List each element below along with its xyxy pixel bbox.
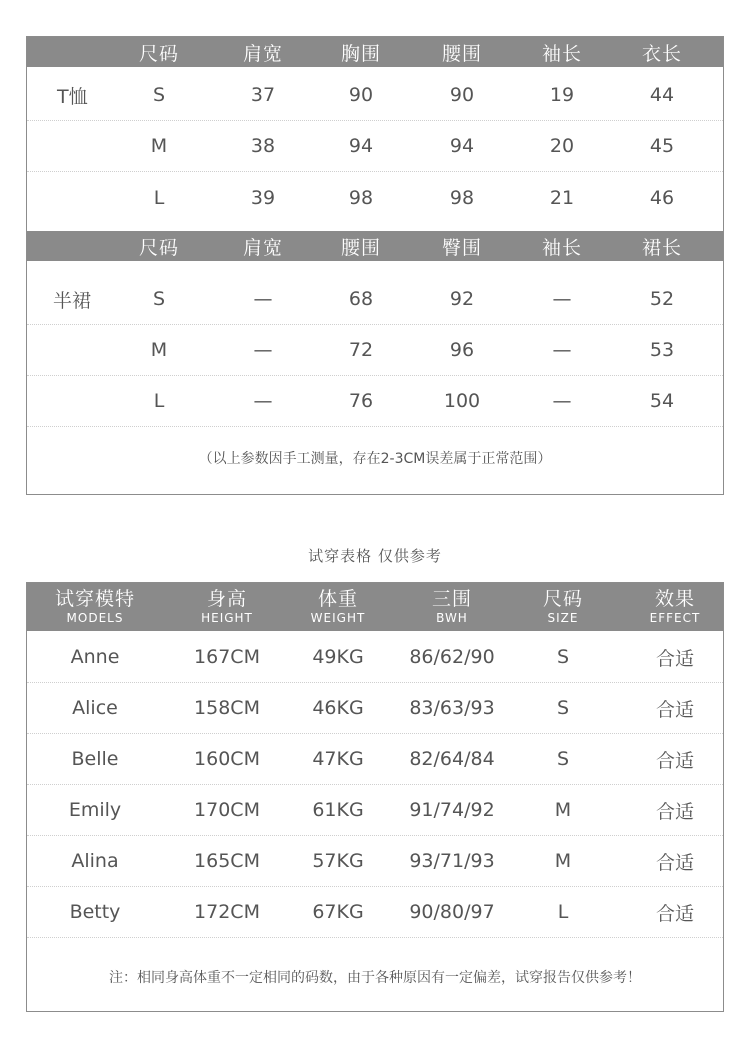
header-waist: 腰围 [340,236,381,259]
header-effect-zh: 效果 [654,588,695,610]
table-row [27,376,723,427]
cell-shoulder: — [253,339,273,361]
header-size-en: SIZE [547,611,579,625]
cell-skirt-length: 52 [649,288,675,310]
tryon-header-row [27,583,723,631]
cell-weight: 67KG [312,901,364,923]
header-weight-en: WEIGHT [310,611,366,625]
cell-weight: 49KG [312,646,364,668]
header-size [513,583,613,631]
cell-effect: 合适 [655,749,694,772]
table-row [27,70,723,121]
cell-bwh: 82/64/84 [409,748,495,770]
cell-size: S [152,84,166,106]
header-size-zh: 尺码 [542,588,583,610]
cell-weight: 61KG [312,799,364,821]
header-height [177,583,277,631]
cell-size: S [152,288,166,310]
cell-waist: 68 [348,288,374,310]
tryon-note: 注：相同身高体重不一定相同的码数，由于各种原因有一定偏差，试穿报告仅供参考！ [109,970,641,986]
table-row [27,683,723,734]
cell-hip: 100 [443,390,481,412]
cell-bust: 90 [348,84,374,106]
cell-shoulder: — [253,288,273,310]
header-effect [625,583,725,631]
cell-size: M [554,850,572,872]
header-length: 衣长 [641,42,682,65]
table-row [27,734,723,785]
cell-waist: 90 [449,84,475,106]
header-weight [288,583,388,631]
table-row [27,325,723,376]
tryon-table [26,582,724,1012]
cell-model: Emily [68,799,122,821]
cell-sleeve: — [552,390,572,412]
cell-size: L [557,901,569,923]
cell-sleeve: — [552,339,572,361]
cell-hip: 92 [449,288,475,310]
cell-effect: 合适 [655,698,694,721]
table-row [27,632,723,683]
cell-bwh: 83/63/93 [409,697,495,719]
cell-size: M [554,799,572,821]
cell-size: M [150,339,168,361]
cell-shoulder: — [253,390,273,412]
table-row [27,121,723,172]
cell-bwh: 91/74/92 [409,799,495,821]
header-bust: 胸围 [340,42,381,65]
category-label: T恤 [57,85,88,108]
cell-skirt-length: 53 [649,339,675,361]
header-shoulder: 肩宽 [242,42,283,65]
table-row [27,887,723,938]
cell-bust: 94 [348,135,374,157]
header-height-zh: 身高 [206,588,247,610]
header-size: 尺码 [138,42,179,65]
cell-waist: 98 [449,186,475,209]
cell-effect: 合适 [655,647,694,670]
cell-effect: 合适 [655,851,694,874]
cell-bwh: 86/62/90 [409,646,495,668]
header-shoulder: 肩宽 [242,236,283,259]
header-bwh [402,583,502,631]
cell-height: 167CM [194,646,260,668]
header-models [35,583,155,631]
table-row [27,836,723,887]
header-models-en: MODELS [66,611,124,625]
cell-size: S [556,697,570,719]
measurement-note: （以上参数因手工测量，存在2-3CM误差属于正常范围） [198,451,552,467]
header-effect-en: EFFECT [649,611,701,625]
cell-model: Anne [70,646,120,668]
header-weight-zh: 体重 [317,588,358,610]
cell-size: L [153,390,165,412]
cell-skirt-length: 54 [649,390,675,412]
size-chart-table [26,36,724,495]
header-models-zh: 试穿模特 [54,588,135,610]
cell-length: 45 [649,135,675,157]
header-sleeve: 袖长 [541,236,582,259]
table-row [27,274,723,325]
cell-model: Alice [72,697,118,719]
cell-bwh: 90/80/97 [409,901,495,923]
header-waist: 腰围 [441,42,482,65]
cell-waist: 94 [449,135,475,157]
header-bwh-en: BWH [436,611,468,625]
table-row [27,172,723,223]
cell-height: 158CM [194,697,260,719]
cell-shoulder: 37 [250,84,276,106]
cell-weight: 46KG [312,697,364,719]
cell-sleeve: 21 [549,186,575,209]
cell-height: 172CM [194,901,260,923]
category-label: 半裙 [53,289,92,312]
cell-model: Betty [69,901,121,923]
header-height-en: HEIGHT [201,611,253,625]
table-row [27,785,723,836]
cell-sleeve: — [552,288,572,310]
tshirt-header-row [27,37,723,67]
cell-size: S [556,748,570,770]
cell-sleeve: 20 [549,135,575,157]
cell-effect: 合适 [655,800,694,823]
cell-bust: 98 [348,186,374,209]
cell-size: L [153,186,165,209]
cell-height: 170CM [194,799,260,821]
header-size: 尺码 [138,236,179,259]
cell-length: 46 [649,186,675,209]
cell-waist: 76 [348,390,374,412]
skirt-header-row [27,231,723,261]
cell-height: 165CM [194,850,260,872]
cell-weight: 47KG [312,748,364,770]
cell-waist: 72 [348,339,374,361]
tryon-title: 试穿表格 仅供参考 [308,547,442,565]
cell-height: 160CM [194,748,260,770]
cell-model: Belle [71,748,119,770]
cell-model: Alina [71,850,119,872]
cell-effect: 合适 [655,902,694,925]
cell-size: M [150,135,168,157]
header-bwh-zh: 三围 [431,588,472,610]
cell-shoulder: 39 [250,186,276,209]
cell-weight: 57KG [312,850,364,872]
cell-length: 44 [649,84,675,106]
cell-size: S [556,646,570,668]
cell-sleeve: 19 [549,84,575,106]
cell-shoulder: 38 [250,135,276,157]
header-sleeve: 袖长 [541,42,582,65]
cell-bwh: 93/71/93 [409,850,495,872]
header-hip: 臀围 [441,236,482,259]
cell-hip: 96 [449,339,475,361]
header-skirt-length: 裙长 [641,236,682,259]
